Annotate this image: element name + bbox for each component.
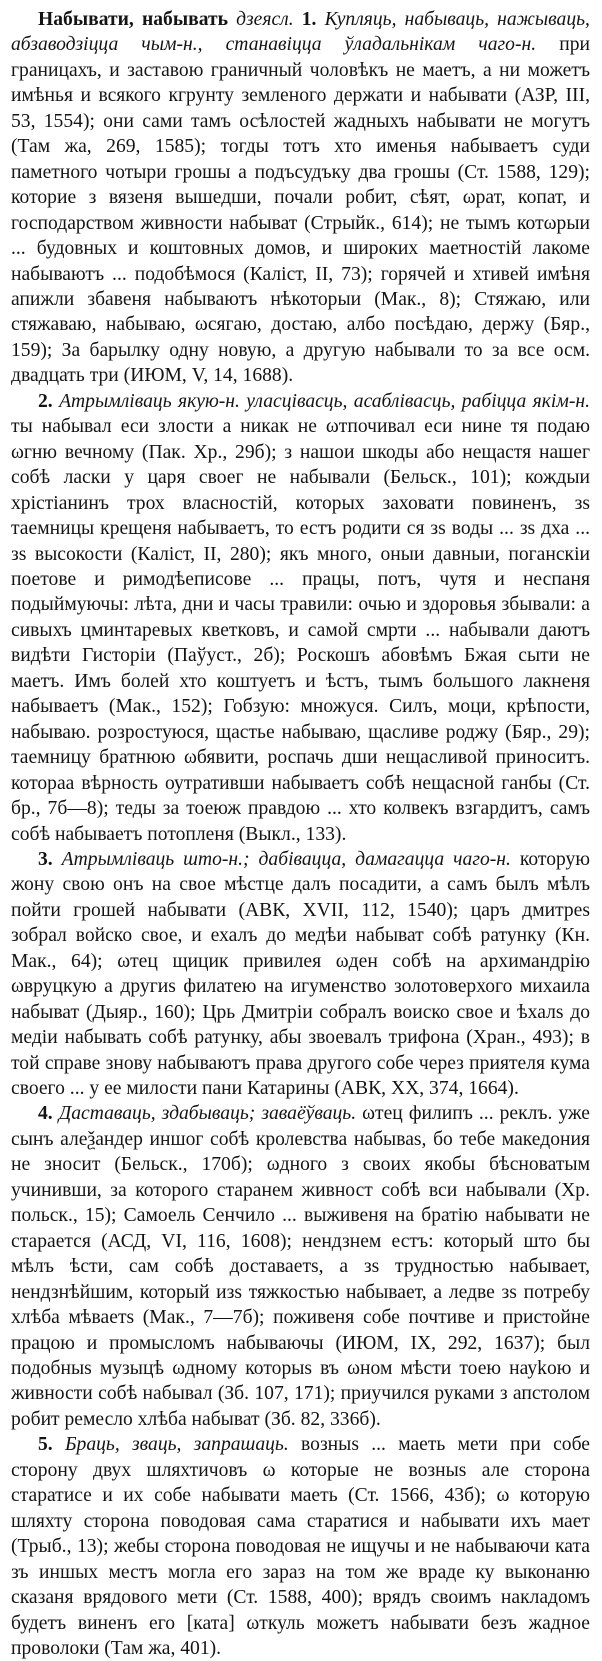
entry-section-4 <box>11 1101 590 1432</box>
citations-5: возныs ... маеть мети при собе сторону двух шляхтичовъ ω которые не возныs але сторона старатисе и их собе набывати маеть (Ст. 1566, 43б); ω которую шляхту сторона поводовая сама старатися и набывати ихъ мает (Трыб., 13); жебы сторона поводовая не ищучы и не набываючи ката зъ иншых местъ могла его зараз на том же враде ку выконаню сказаня врядового мети (Ст. 1588, 400); врядъ своимъ накладомъ будетъ виненъ его [ката] ωткуль можетъ набывати безъ жадное проволоки (Там жа, 401). <box>11 1434 590 1659</box>
section-number-5: 5. <box>38 1434 53 1456</box>
entry-section-1 <box>11 7 590 389</box>
citations-4: ωтец филипъ ... реклъ. уже сынъ алеѯандер иншог собѣ кролевства набываs, бо тебе македония не зносит (Бельск., 170б); ωдного з своих якобы бѣсноватым учинивши, за которого старанем живност собѣ вси набывали (Хр. польск., 15); Самоель Сенчило ... выживеня на братію набывати не старается (АСД, VI, 116, 1608); нендзнем естъ: который што бы мѣлъ ѣсти, сам собѣ доставаетs, а зs трудностью набывает, нендзнѣйшим, который изs тяжкостью набывает, а ледве зs потребу хлѣба мѣваетs (Мак., 7—7б); поживеня собе почтиве и пристойне працою и промысломъ набываючы (ИЮМ, IX, 292, 1637); был подобныs музыцѣ ωдному которыs въ ωном мѣсти тоею науkою и живности собѣ набывал (Зб. 107, 171); приучился руками з апстолом робит ремесло хлѣба набыват (Зб. 82, 336б). <box>11 1103 590 1430</box>
section-number-3: 3. <box>38 848 53 870</box>
entry-section-5 <box>11 1432 590 1661</box>
section-number-1: 1. <box>301 9 317 30</box>
headword: Набывати, набывать <box>38 9 228 30</box>
gloss-5: Браць, зваць, запрашаць. <box>64 1434 289 1456</box>
citations-2: ты набывал еси злости а никак не ωтпочивал еси нине тя подаю ωгню вечному (Пак. Хр., 29б); з нашои шкоды або нещастя нашег собѣ ласки у царя своег не набывали (Бельск., 101); кождыи хрістіанинъ трох власностій, которых заховати повиненъ, зs таемницы крещеня набываетъ, то естъ родити ся зs воды ... зs дха ... зs высокости (Каліст, II, 280); якъ много, оныи давныи, поганскіи поетове и римодѣеписове ... працы, потъ, чутя и неспаня подыймуючы: лѣта, дни и часы травили: очью и здоровья збывали: а сивыхъ цминтаревых кветковъ, и самой смрти ... набывали даютъ видѣти Гисторіи (Паўуст., 2б); Роскошъ абовѣмъ Бжая сыти не маетъ. Имъ болей хто коштуетъ и ѣстъ, тымъ большого лакненя набываетъ (Мак., 152); Гобзую: множуся. Силъ, моци, крѣпости, набываю. розростуюся, щастье набываю, щасливе роджу (Бяр., 29); таемницу братнюю ωбявити, роспачь дши нещасливой приноситъ. котораа вѣрность оутративши набываетъ собѣ нещасной ганбы (Ст. бр., 7б—8); теды за тоеюж правдою ... хто колвекъ взгардитъ, самъ собѣ набываетъ потопленя (Выкл., 133). <box>11 416 590 845</box>
entry-section-2 <box>11 389 590 847</box>
section-number-2: 2. <box>38 390 53 412</box>
citations-3: которую жону свою онъ на свое мѣстце далъ посадити, а самъ былъ мѣлъ пойти грошей набывати (АВК, XVII, 112, 1540); царъ дмитреs зобрал войско свое, и ехалъ до медѣи набыват собѣ ратунку (Кн. Мак., 64); ωтец щицик привилея ωден собѣ на архимандрію ωвруцкую а другиs филатею на игуменство золотоверхого михаила набыват (Дыяр., 160); Црь Дмитріи собралъ воиско свое и ѣхалs до медіи набывать собѣ ратунку, абы звоевалъ трифона (Хран., 493); в той справе знову набываютъ права другого собе через приятеля кума своего ... у ее милости пани Катарины (АВК, XX, 374, 1664). <box>11 848 590 1100</box>
section-number-4: 4. <box>38 1103 53 1125</box>
gloss-3: Атрымліваць што-н.; дабівацца, дамагацца чаго-н. <box>61 848 511 870</box>
entry-section-3 <box>11 847 590 1102</box>
gloss-1: Купляць, набываць, нажываць, абзаводзіцца чым-н., станавіцца ўладальнікам чаго-н. <box>11 9 590 56</box>
citations-1: при границахъ, и заставою граничный чоловѣкъ не маетъ, а ни можетъ имѣнья и всякого кгрунту земленого держати и набывати (АЗР, III, 53, 1554); они сами тамъ осѣлостей жадныхъ набывати не могутъ (Там жа, 269, 1585); тогды тотъ хто именья набываетъ суди паметного чотыри грошы а подъсудъку два грошы (Ст. 1588, 129); которие з вязеня вышедши, почали робит, сѣят, ωрат, копат, и господарством живности набыват (Стрыйк., 614); не тымъ котωрыи ... будовных и коштовных домов, и широких маетностій лакоме набываютъ ... подобѣмося (Каліст, II, 73); горячей и хтивей имѣня апижли збавеня набываютъ нѣкоторыи (Мак., 8); Стяжаю, или стяжаваю, набываю, ωсягаю, достаю, албо посѣдаю, держу (Бяр., 159); За барылку одну новую, а другую набывали то за все осм. двадцать три (ИЮМ, V, 14, 1688). <box>11 34 590 387</box>
part-of-speech: дзеясл. <box>236 9 294 30</box>
gloss-4: Даставаць, здабываць; заваёўваць. <box>58 1103 357 1125</box>
gloss-2: Атрымліваць якую-н. уласцівасць, асаблівасць, рабіцца якім-н. <box>59 390 590 412</box>
